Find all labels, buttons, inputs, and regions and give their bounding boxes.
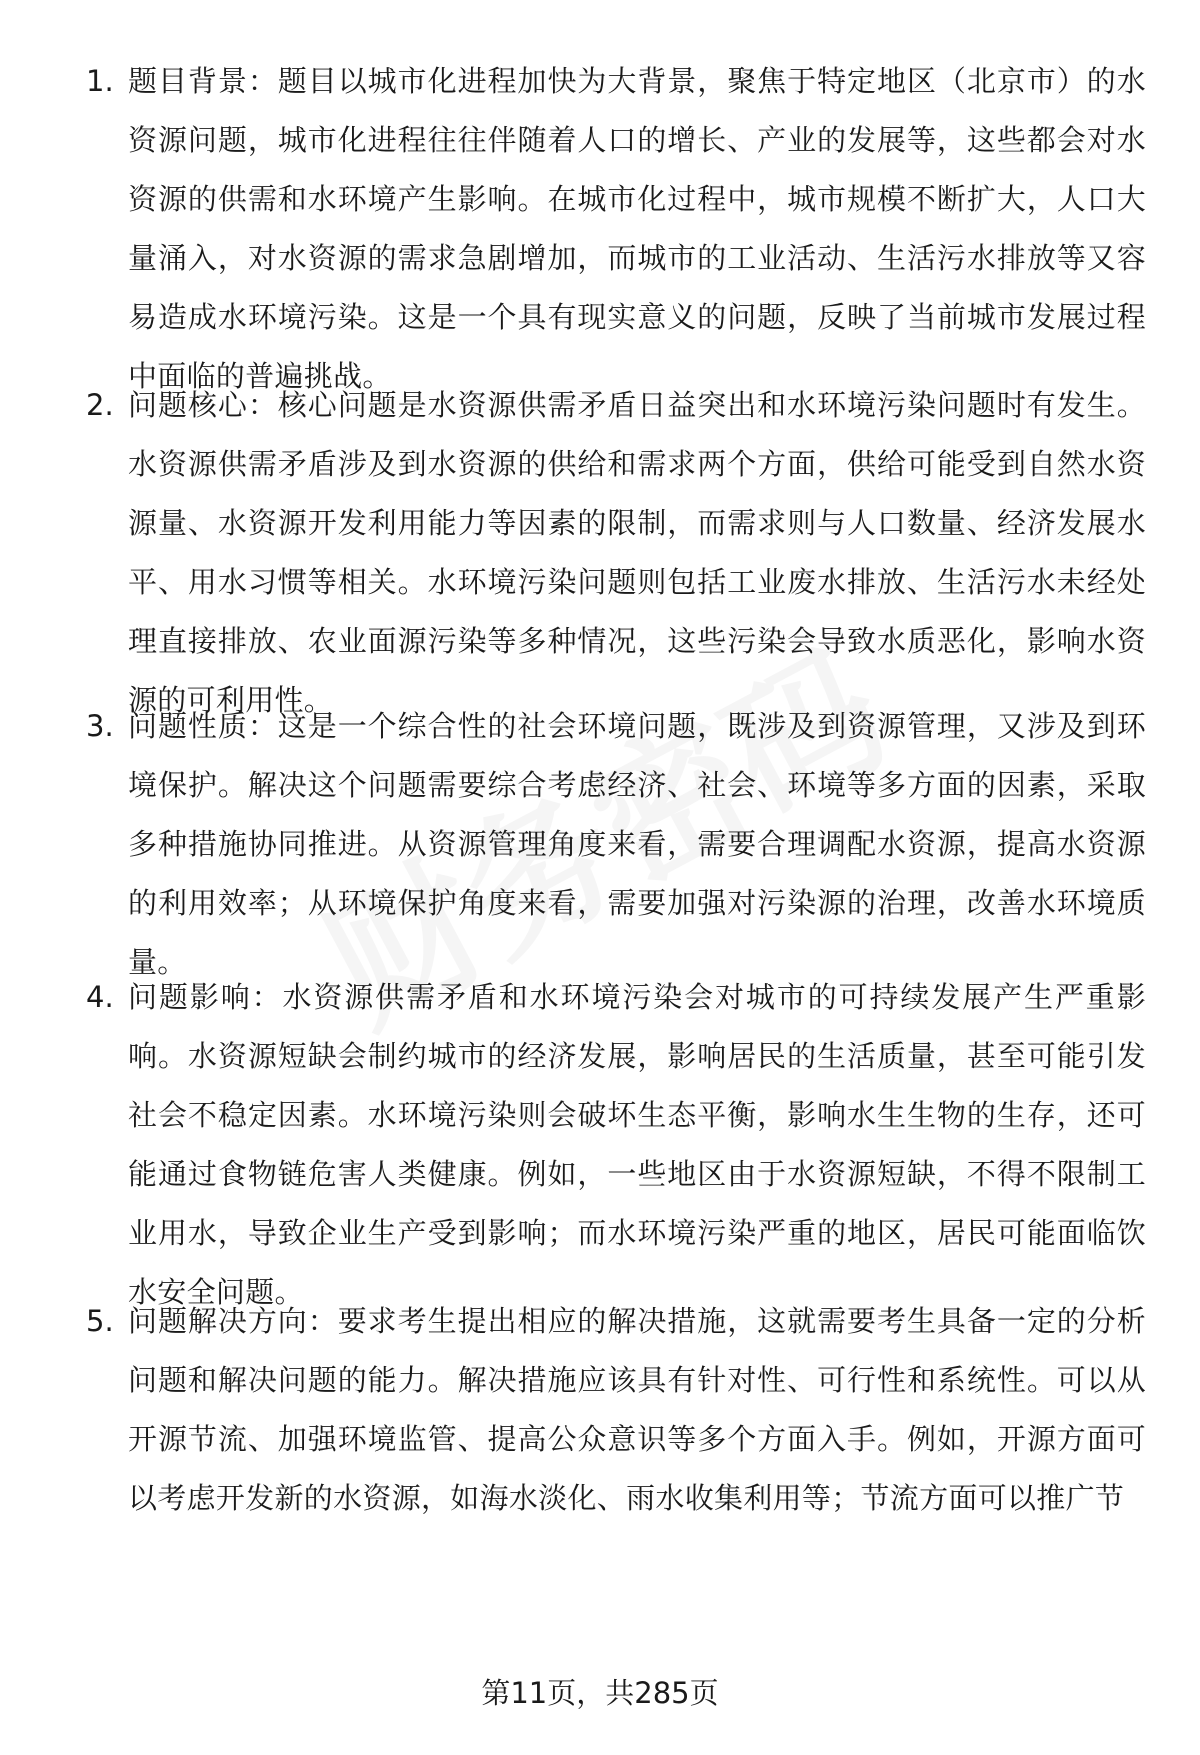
list-item-text: 问题解决方向：要求考生提出相应的解决措施，这就需要考生具备一定的分析问题和解决问题的能力。解决措施应该具有针对性、可行性和系统性。可以从开源节流、加强环境监管、提高公众意识等多个方面入手。例如，开源方面可以考虑开发新的水资源，如海水淡化、雨水收集利用等；节流方面可以推广节 [128, 1304, 1146, 1515]
list-item-4 [86, 968, 1146, 1322]
list-item-text: 问题核心：核心问题是水资源供需矛盾日益突出和水环境污染问题时有发生。水资源供需矛盾涉及到水资源的供给和需求两个方面，供给可能受到自然水资源量、水资源开发利用能力等因素的限制，而需求则与人口数量、经济发展水平、用水习惯等相关。水环境污染问题则包括工业废水排放、生活污水未经处理直接排放、农业面源污染等多种情况，这些污染会导致水质恶化，影响水资源的可利用性。 [128, 388, 1146, 717]
list-item-number: 1. [86, 64, 114, 98]
list-item-text: 问题影响：水资源供需矛盾和水环境污染会对城市的可持续发展产生严重影响。水资源短缺会制约城市的经济发展，影响居民的生活质量，甚至可能引发社会不稳定因素。水环境污染则会破坏生态平衡，影响水生生物的生存，还可能通过食物链危害人类健康。例如，一些地区由于水资源短缺，不得不限制工业用水，导致企业生产受到影响；而水环境污染严重的地区，居民可能面临饮水安全问题。 [128, 980, 1146, 1309]
list-item-5 [86, 1292, 1146, 1528]
list-item-2 [86, 376, 1146, 730]
list-item-number: 3. [86, 709, 114, 743]
list-item-3 [86, 697, 1146, 992]
page-number-footer: 第11页，共285页 [481, 1676, 719, 1710]
list-item-number: 2. [86, 388, 114, 422]
list-item-text: 题目背景：题目以城市化进程加快为大背景，聚焦于特定地区（北京市）的水资源问题，城市化进程往往伴随着人口的增长、产业的发展等，这些都会对水资源的供需和水环境产生影响。在城市化过程中，城市规模不断扩大，人口大量涌入，对水资源的需求急剧增加，而城市的工业活动、生活污水排放等又容易造成水环境污染。这是一个具有现实意义的问题，反映了当前城市发展过程中面临的普遍挑战。 [128, 64, 1146, 393]
list-item-text: 问题性质：这是一个综合性的社会环境问题，既涉及到资源管理，又涉及到环境保护。解决这个问题需要综合考虑经济、社会、环境等多方面的因素，采取多种措施协同推进。从资源管理角度来看，需要合理调配水资源，提高水资源的利用效率；从环境保护角度来看，需要加强对污染源的治理，改善水环境质量。 [128, 709, 1146, 979]
list-item-number: 5. [86, 1304, 114, 1338]
list-item-1 [86, 52, 1146, 406]
list-item-number: 4. [86, 980, 114, 1014]
